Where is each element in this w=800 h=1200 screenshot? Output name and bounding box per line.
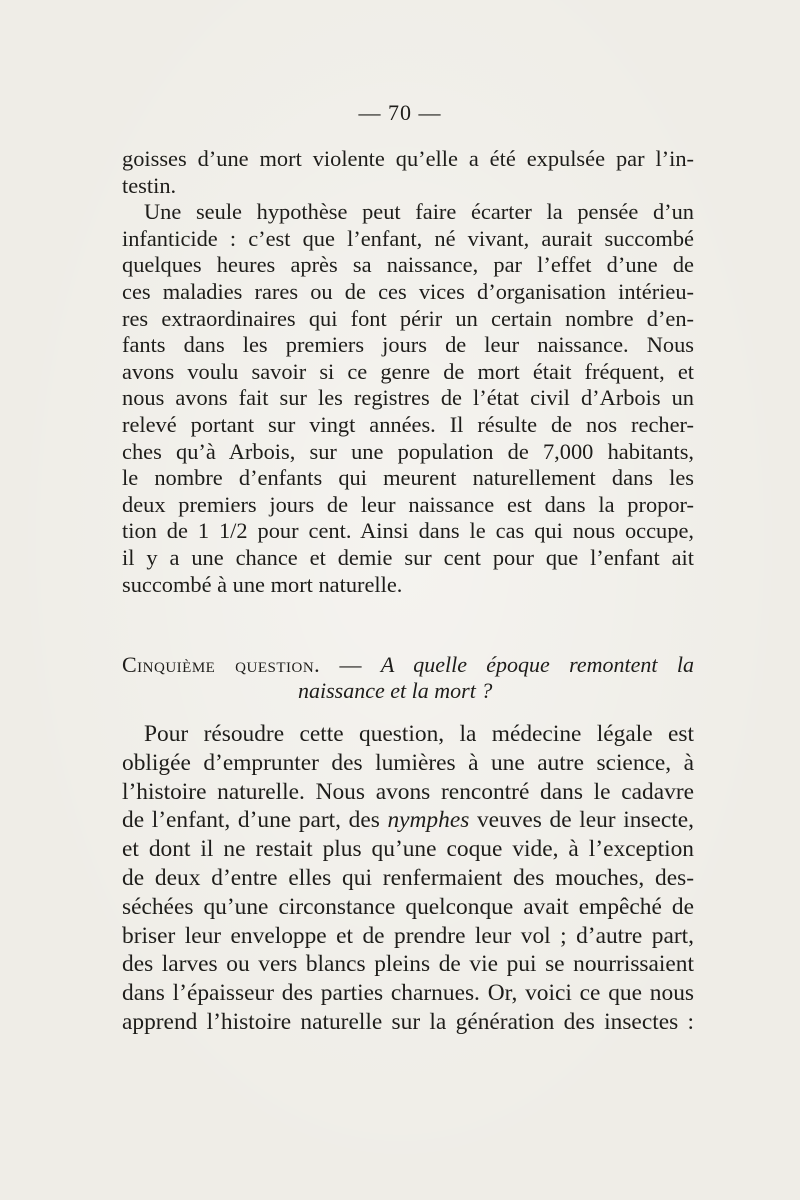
paragraph-3-line: apprend l’histoire naturelle sur la génération des insectes : (122, 1008, 694, 1035)
paragraph-2-line: succombé à une mort naturelle. (122, 571, 403, 597)
paragraph-3-line: séchées qu’une circonstance quelconque avait empêché de (122, 893, 694, 920)
section-heading-question: A quelle époque remontent la (380, 652, 694, 677)
paragraph-1-line: testin. (122, 172, 177, 198)
paragraph-3-line: et dont il ne restait plus qu’une coque vide, à l’exception (122, 836, 694, 863)
paragraph-2-line: quelques heures après sa naissance, par l’effet d’une de (122, 252, 694, 278)
paragraph-3-line: l’histoire naturelle. Nous avons rencontré dans le cadavre (122, 778, 694, 805)
section-heading-dash: — (320, 652, 381, 677)
paragraph-2-line: nous avons fait sur les registres de l’état civil d’Arbois un (122, 385, 694, 411)
text-block-bottom (122, 720, 694, 1037)
paragraph-1-line: goisses d’une mort violente qu’elle a été expulsée par l’in- (122, 146, 694, 171)
paragraph-3-line (122, 806, 694, 835)
paragraph-3-line: de deux d’entre elles qui renfermaient des mouches, des- (122, 864, 694, 891)
paragraph-2-line: le nombre d’enfants qui meurent naturellement dans les (122, 465, 694, 491)
paragraph-3-line: dans l’épaisseur des parties charnues. Or, voici ce que nous (122, 980, 694, 1007)
paragraph-2-line: relevé portant sur vingt années. Il résulte de nos recher- (122, 411, 694, 437)
paragraph-2-line: ces maladies rares ou de ces vices d’organisation intérieu- (122, 278, 694, 304)
paragraph-3-line: briser leur enveloppe et de prendre leur vol ; d’autre part, (122, 922, 694, 949)
paragraph-2-line: tion de 1 1/2 pour cent. Ainsi dans le cas qui nous occupe, (122, 518, 694, 544)
section-heading-question-continued: naissance et la mort ? (298, 678, 493, 703)
paragraph-3-italic-word: nymphes (387, 807, 470, 834)
paragraph-3-line: des larves ou vers blancs pleins de vie pui se nourrissaient (122, 951, 694, 978)
paragraph-3-line: obligée d’emprunter des lumières à une autre science, à (122, 749, 694, 776)
paragraph-2-line: avons voulu savoir si ce genre de mort était fréquent, et (122, 358, 694, 384)
paragraph-2-line: fants dans les premiers jours de leur naissance. Nous (122, 332, 694, 358)
paragraph-3-text: de l’enfant, d’une part, des (122, 807, 388, 834)
paragraph-2-line: Une seule hypothèse peut faire écarter la pensée d’un (144, 199, 694, 225)
paragraph-2-line: ches qu’à Arbois, sur une population de 7,000 habitants, (122, 438, 694, 464)
section-heading-label: Cinquième question. (122, 652, 321, 677)
section-heading-line-1 (122, 652, 694, 678)
paragraph-3-line: Pour résoudre cette question, la médecine légale est (144, 721, 694, 747)
paragraph-2-line: infanticide : c’est que l’enfant, né vivant, aurait succombé (122, 225, 694, 251)
paragraph-3-text: veuves de leur insecte, (469, 807, 695, 834)
page-number: — 70 — (358, 100, 442, 125)
section-heading (122, 652, 694, 704)
paragraph-2-line: res extraordinaires qui font périr un certain nombre d’en- (122, 305, 694, 331)
paragraph-2-line: il y a une chance et demie sur cent pour que l’enfant ait (122, 544, 694, 570)
paragraph-2-line: deux premiers jours de leur naissance est dans la propor- (122, 491, 694, 517)
text-block-top (122, 146, 694, 598)
